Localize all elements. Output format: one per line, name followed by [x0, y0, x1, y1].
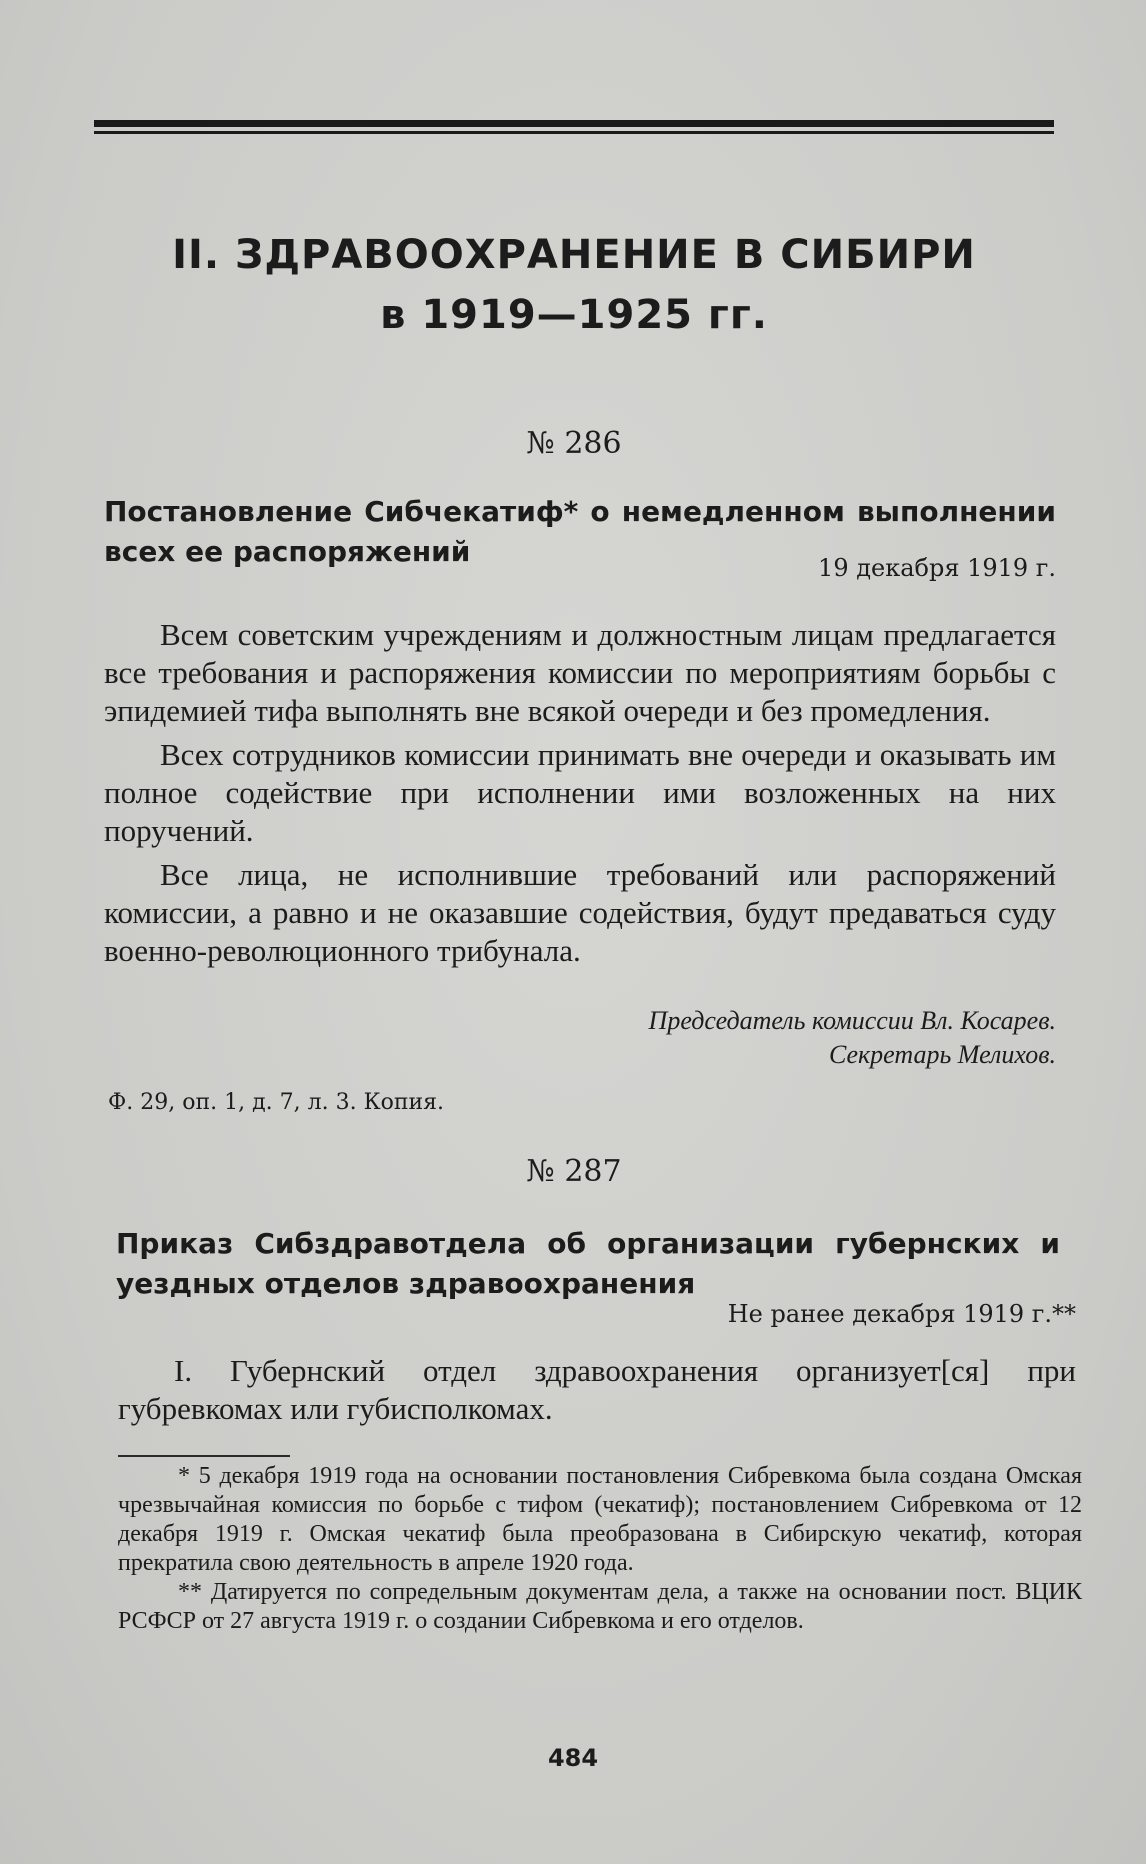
document-body-287: [118, 1352, 1076, 1434]
paragraph: Всем советским учреждениям и должностным лицам предлагается все требования и распоряжения комиссии по мероприятиям борьбы с эпидемией тифа выполнять вне всякой очереди и без промедления.: [104, 617, 1056, 728]
footnote-2: ** Датируется по сопредельным документам дела, а также на основании пост. ВЦИК РСФСР от 27 августа 1919 г. о создании Сибревкома и его отделов.: [118, 1579, 1082, 1634]
header-rule-thick: [94, 120, 1054, 127]
section-title: II. ЗДРАВООХРАНЕНИЕ В СИБИРИ: [172, 232, 976, 278]
paragraph: I. Губернский отдел здравоохранения организует[ся] при губревкомах или губисполкомах.: [118, 1353, 1076, 1426]
footnotes: [118, 1462, 1082, 1636]
archive-reference: Ф. 29, оп. 1, д. 7, л. 3. Копия.: [108, 1090, 445, 1115]
footnote-1: * 5 декабря 1919 года на основании постановления Сибревкома была создана Омская чрезвычайная комиссия по борьбе с тифом (чекатиф); постановлением Сибревкома от 12 декабря 1919 г. Омская чекатиф была преобразована в Сибирскую чекатиф, которая прекратила свою деятельность в апреле 1920 года.: [118, 1463, 1082, 1576]
page-number: 484: [547, 1744, 599, 1772]
paragraph: Все лица, не исполнившие требований или распоряжений комиссии, а равно и не оказавшие содействия, будут предаваться суду военно-революционного трибунала.: [104, 857, 1056, 968]
signature-chairman: Председатель комиссии Вл. Косарев.: [648, 1006, 1056, 1035]
document-date-286: 19 декабря 1919 г.: [818, 554, 1056, 582]
paragraph: Всех сотрудников комиссии принимать вне очереди и оказывать им полное содействие при исполнении ими возложенных на них поручений.: [104, 737, 1056, 848]
document-number-287: № 287: [526, 1154, 622, 1189]
document-number-286: № 286: [526, 426, 622, 461]
footnote-rule: [118, 1455, 290, 1457]
document-heading-287: Приказ Сибздравотдела об организации губернских и уездных отделов здравоохранения: [116, 1227, 1060, 1300]
header-rule-thin: [94, 131, 1054, 134]
document-body-286: [104, 616, 1056, 976]
signature-secretary: Секретарь Мелихов.: [828, 1040, 1056, 1069]
document-date-287: Не ранее декабря 1919 г.**: [727, 1300, 1076, 1328]
signature-block: [649, 1004, 1056, 1072]
document-heading-286: Постановление Сибчекатиф* о немедленном выполнении всех ее распоряжений: [104, 495, 1056, 568]
section-subtitle: в 1919—1925 гг.: [380, 292, 768, 338]
